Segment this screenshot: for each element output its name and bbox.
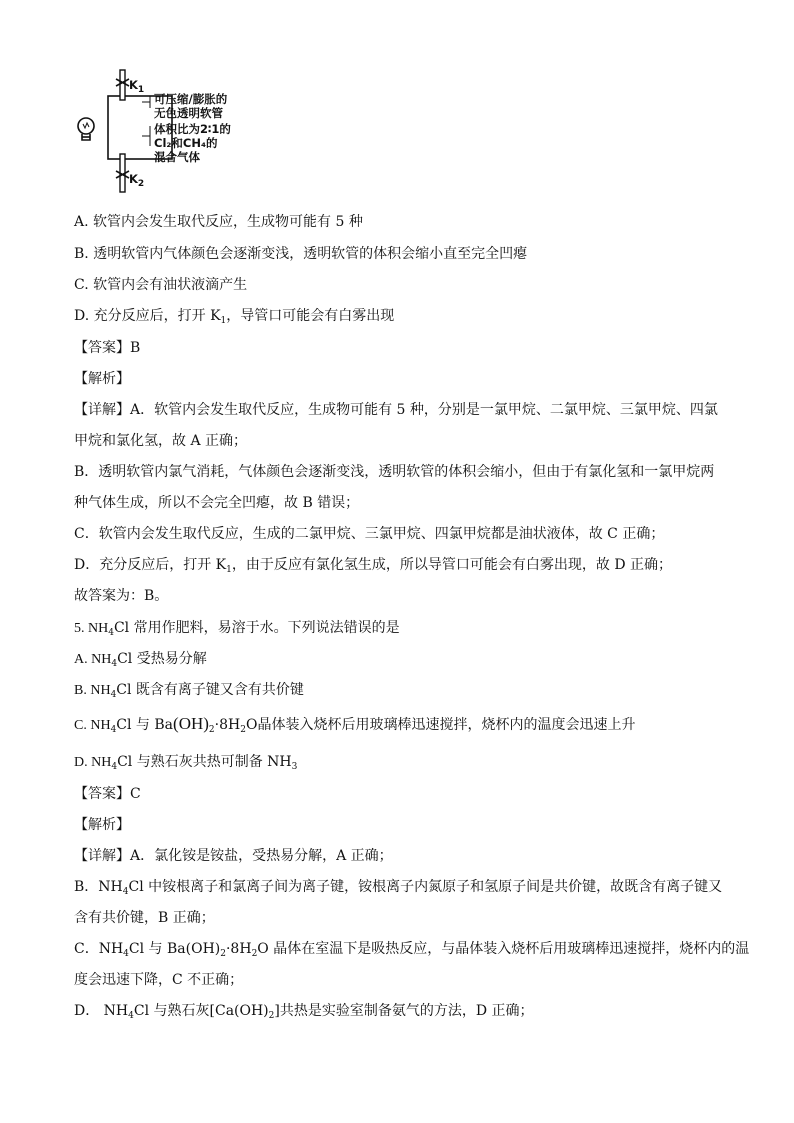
q4-option-d: D. 充分反应后，打开 $K_1$，导管口可能会有白雾出现 — [74, 308, 395, 326]
q5-detail-line-1: 【详解】A．氯化铵是铵盐，受热易分解，A 正确； — [74, 848, 393, 864]
q4-detail-line-3: B．透明软管内氯气消耗，气体颜色会逐渐变浅，透明软管的体积会缩小，但由于有氯化氢和一氯甲烷两 — [74, 464, 715, 480]
figure-label-line-3: 体积比为2∶1的 — [154, 122, 231, 136]
q4-answer: 【答案】B — [74, 340, 141, 356]
q4-analysis-heading: 【解析】 — [74, 371, 130, 387]
figure-label-line-2: 无色透明软管 — [154, 106, 223, 120]
q5-detail-line-3: 含有共价键，B 正确； — [74, 910, 215, 926]
q5-option-b: B. $NH_4Cl$ 既含有离子键又含有共价键 — [74, 682, 304, 700]
q5-detail-line-2: B．$NH_4Cl$ 中铵根离子和氯离子间为离子键，铵根离子内氮原子和氢原子间是共价键，故既含有离子键又 — [74, 879, 723, 897]
q5-stem: 5. $NH_4Cl$ 常用作肥料，易溶于水。下列说法错误的是 — [74, 620, 400, 638]
figure-label-line-5: 混合气体 — [154, 150, 200, 164]
figure-label-line-4: Cl₂和CH₄的 — [154, 136, 218, 150]
q5-option-c: C. $NH_4Cl$ 与 $Ba(OH)_2\cdot 8H_2O$晶体装入烧杯后用玻璃棒迅速搅拌，烧杯内的温度会迅速上升 — [74, 714, 636, 735]
q4-detail-line-4: 种气体生成，所以不会完全凹瘪，故 B 错误； — [74, 495, 360, 511]
q5-analysis-heading: 【解析】 — [74, 817, 130, 833]
valve-k2-label: $K_2$ — [129, 172, 145, 189]
q5-option-d: D. $NH_4Cl$ 与熟石灰共热可制备 $NH_3$ — [74, 754, 298, 772]
q4-option-b: B. 透明软管内气体颜色会逐渐变浅，透明软管的体积会缩小直至完全凹瘪 — [74, 246, 528, 262]
q5-option-a: A. $NH_4Cl$ 受热易分解 — [74, 651, 207, 669]
q4-detail-line-5: C．软管内会发生取代反应，生成的二氯甲烷、三氯甲烷、四氯甲烷都是油状液体，故 C 正确； — [74, 526, 665, 542]
q4-option-c: C. 软管内会有油状液滴产生 — [74, 277, 248, 293]
q4-detail-line-2: 甲烷和氯化氢，故 A 正确； — [74, 433, 248, 449]
q4-detail-line-6: D．充分反应后，打开 $K_1$，由于反应有氯化氢生成，所以导管口可能会有白雾出现，故 D 正确； — [74, 557, 672, 575]
q5-detail-line-4: C．$NH_4Cl$ 与 $Ba(OH)_2\cdot 8H_2O$ 晶体在室温下是吸热反应，与晶体装入烧杯后用玻璃棒迅速搅拌，烧杯内的温 — [74, 941, 750, 959]
figure-label-line-1: 可压缩/膨胀的 — [154, 92, 228, 106]
q4-option-a: A. 软管内会发生取代反应，生成物可能有 5 种 — [74, 214, 363, 230]
q5-answer: 【答案】C — [74, 786, 141, 802]
q5-detail-line-5: 度会迅速下降，C 不正确； — [74, 972, 244, 988]
valve-k1-label: $K_1$ — [129, 78, 145, 95]
q4-detail-line-1: 【详解】A．软管内会发生取代反应，生成物可能有 5 种，分别是一氯甲烷、二氯甲烷、三氯甲烷、四氯 — [74, 402, 718, 418]
q4-detail-line-7: 故答案为：B。 — [74, 588, 169, 604]
light-bulb-icon — [78, 118, 94, 140]
experiment-figure — [70, 66, 270, 196]
q5-detail-line-6: D． $NH_4Cl$ 与熟石灰$[Ca(OH)_2]$共热是实验室制备氨气的方法，D 正确； — [74, 1003, 534, 1021]
